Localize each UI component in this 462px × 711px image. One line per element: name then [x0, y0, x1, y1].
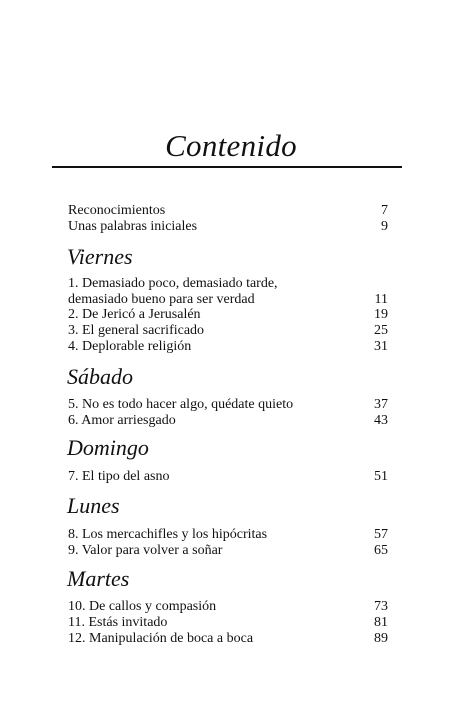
toc-entry-page: 73 — [374, 599, 388, 614]
title-underline — [52, 166, 402, 168]
toc-entry-page: 81 — [374, 615, 388, 630]
toc-entry — [68, 412, 388, 429]
section-heading-martes: Martes — [67, 566, 130, 591]
toc-entry — [68, 598, 388, 615]
toc-entry-title: 5. No es todo hacer algo, quédate quieto — [68, 397, 294, 412]
page-title: Contenido — [165, 128, 297, 163]
toc-entry — [68, 275, 388, 292]
toc-entry — [68, 218, 388, 235]
toc-entry — [68, 542, 388, 559]
toc-entry — [68, 322, 388, 339]
section-heading-viernes: Viernes — [67, 244, 133, 269]
toc-entry-title: Reconocimientos — [68, 203, 166, 218]
toc-entry-page: 89 — [374, 631, 388, 646]
toc-entry-page: 19 — [374, 307, 388, 322]
toc-entry-page: 51 — [374, 469, 388, 484]
toc-entry — [68, 630, 388, 647]
toc-entry — [68, 306, 388, 323]
toc-entry — [68, 526, 388, 543]
toc-entry-page: 11 — [374, 292, 388, 307]
toc-entry — [68, 468, 388, 485]
section-heading-domingo: Domingo — [67, 435, 149, 460]
toc-entry-title: 9. Valor para volver a soñar — [68, 543, 223, 558]
section-heading-sabado: Sábado — [67, 364, 133, 389]
toc-entry-title: 3. El general sacrificado — [68, 323, 205, 338]
toc-entry-title: 2. De Jericó a Jerusalén — [68, 307, 201, 322]
toc-entry-title: 4. Deplorable religión — [68, 339, 192, 354]
toc-entry-title: 10. De callos y compasión — [68, 599, 217, 614]
toc-entry-page: 9 — [381, 219, 388, 234]
toc-entry-title: 8. Los mercachifles y los hipócritas — [68, 527, 268, 542]
toc-entry-title: 12. Manipulación de boca a boca — [68, 631, 254, 646]
toc-entry-page: 37 — [374, 397, 388, 412]
toc-entry-title: demasiado bueno para ser verdad — [68, 292, 255, 307]
toc-entry-page: 25 — [374, 323, 388, 338]
toc-entry-page: 57 — [374, 527, 388, 542]
toc-entry-title: 6. Amor arriesgado — [68, 413, 176, 428]
toc-entry-title: 1. Demasiado poco, demasiado tarde, — [68, 276, 278, 291]
toc-entry — [68, 396, 388, 413]
toc-entry — [68, 614, 388, 631]
toc-entry — [68, 202, 388, 219]
toc-entry-title: 7. El tipo del asno — [68, 469, 170, 484]
section-heading-lunes: Lunes — [67, 493, 120, 518]
toc-entry-page: 43 — [374, 413, 388, 428]
toc-entry-page: 7 — [381, 203, 388, 218]
toc-entry-page: 31 — [374, 339, 388, 354]
toc-entry-title: Unas palabras iniciales — [68, 219, 198, 234]
toc-entry-title: 11. Estás invitado — [68, 615, 168, 630]
toc-entry-page: 65 — [374, 543, 388, 558]
toc-entry — [68, 338, 388, 355]
